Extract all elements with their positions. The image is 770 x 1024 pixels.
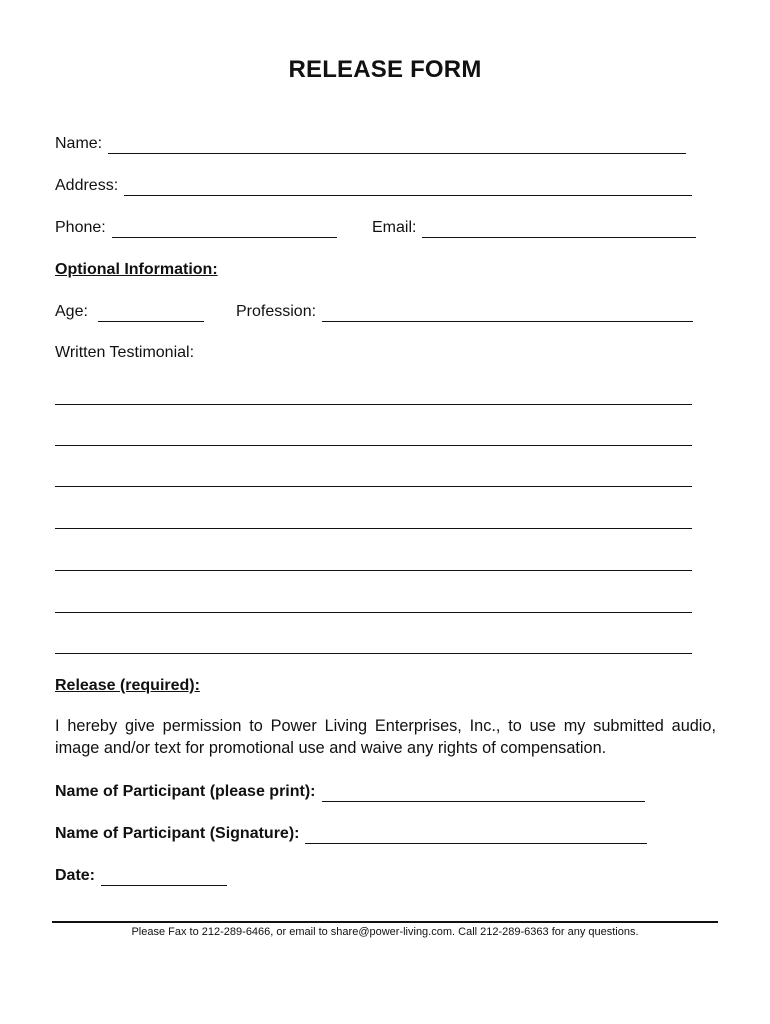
age-row	[55, 298, 204, 322]
testimonial-label: Written Testimonial:	[55, 344, 195, 361]
name-field[interactable]	[108, 136, 686, 154]
age-field[interactable]	[98, 304, 204, 322]
participant-signature-field[interactable]	[305, 826, 647, 844]
testimonial-line[interactable]	[55, 486, 692, 487]
optional-info-heading: Optional Information:	[55, 261, 218, 278]
participant-print-field[interactable]	[322, 784, 645, 802]
testimonial-line[interactable]	[55, 404, 692, 405]
release-paragraph: I hereby give permission to Power Living Enterprises, Inc., to use my submitted audio, image and/or text for promotional use and waive any rights of compensation.	[55, 717, 716, 757]
testimonial-line[interactable]	[55, 570, 692, 571]
testimonial-line[interactable]	[55, 445, 692, 446]
email-row	[372, 214, 696, 238]
profession-label: Profession:	[236, 303, 317, 320]
footer-contact: Please Fax to 212-289-6466, or email to share@power-living.com. Call 212-289-6363 for any questions.	[131, 926, 639, 938]
phone-field[interactable]	[112, 220, 337, 238]
testimonial-line[interactable]	[55, 612, 692, 613]
address-field[interactable]	[124, 178, 692, 196]
address-row	[55, 172, 692, 196]
testimonial-line[interactable]	[55, 653, 692, 654]
page-title: RELEASE FORM	[288, 56, 482, 83]
date-row	[55, 862, 227, 886]
age-label: Age:	[55, 303, 88, 320]
email-field[interactable]	[422, 220, 696, 238]
profession-field[interactable]	[322, 304, 693, 322]
phone-label: Phone:	[55, 219, 106, 236]
address-label: Address:	[55, 177, 119, 194]
release-heading: Release (required):	[55, 677, 200, 694]
name-label: Name:	[55, 135, 103, 152]
name-row	[55, 130, 686, 154]
date-field[interactable]	[101, 868, 227, 886]
participant-print-label: Name of Participant (please print):	[55, 783, 316, 800]
phone-row	[55, 214, 337, 238]
participant-signature-label: Name of Participant (Signature):	[55, 825, 300, 842]
email-label: Email:	[372, 219, 417, 236]
participant-signature-row	[55, 820, 647, 844]
participant-print-row	[55, 778, 645, 802]
testimonial-line[interactable]	[55, 528, 692, 529]
date-label: Date:	[55, 867, 96, 884]
footer-divider	[52, 921, 718, 923]
profession-row	[236, 298, 693, 322]
